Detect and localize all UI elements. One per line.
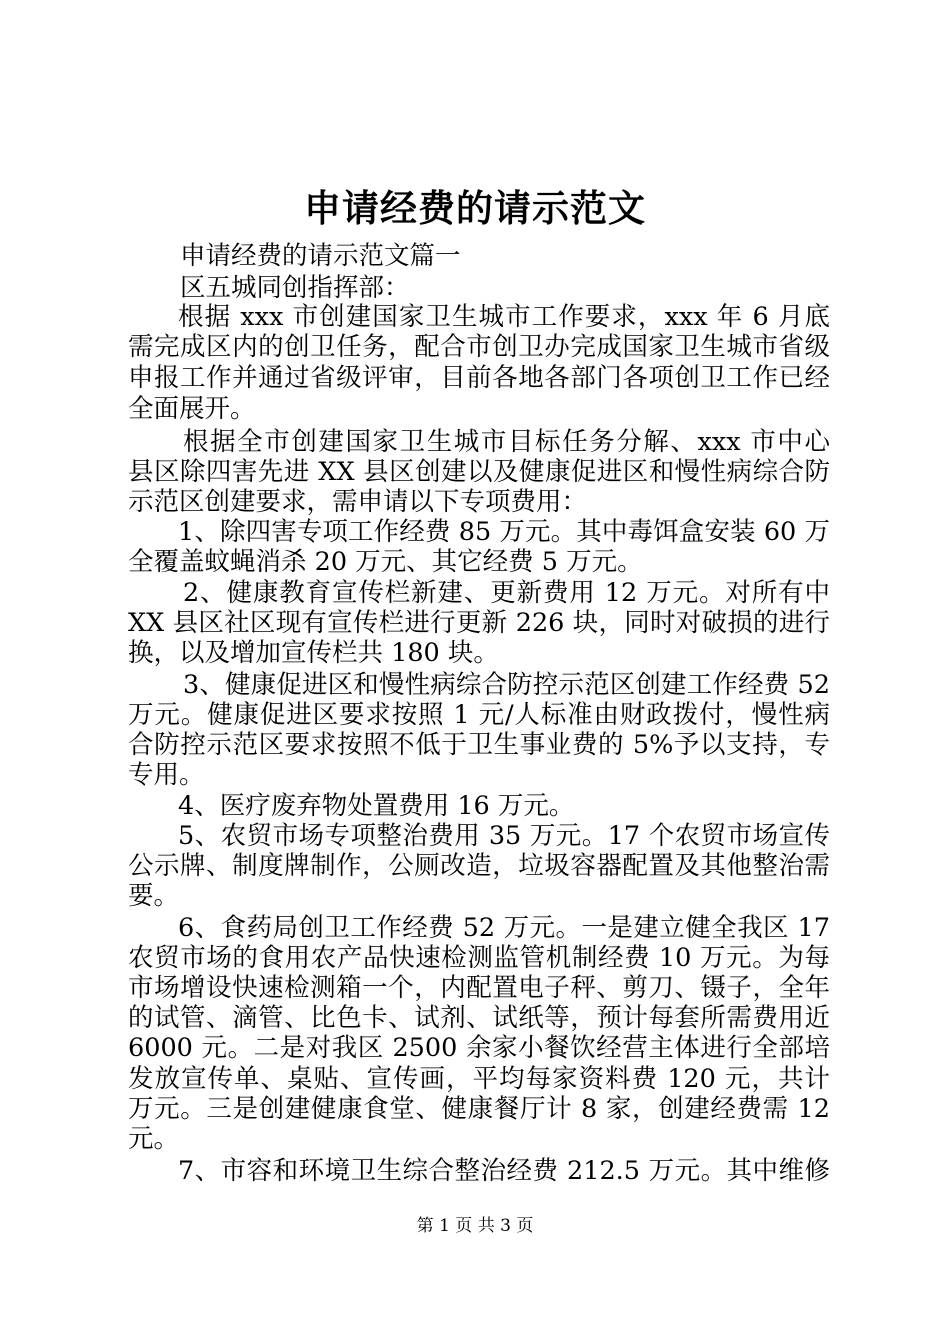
text-line: 2、健康教育宣传栏新建、更新费用 12 万元。对所有中 <box>183 578 830 608</box>
document-title: 申请经费的请示范文 <box>304 186 646 230</box>
text-line: 万元。健康促进区要求按照 1 元/人标准由财政拨付，慢性病 <box>128 700 830 730</box>
page-footer: 第 1 页 共 3 页 <box>416 1216 534 1236</box>
text-line: 元。 <box>128 1124 180 1154</box>
text-line: 公示牌、制度牌制作，公厕改造，垃圾容器配置及其他整治需 <box>128 851 830 881</box>
text-line: 6、食药局创卫工作经费 52 万元。一是建立健全我区 17 <box>178 913 830 943</box>
text-line: 区五城同创指挥部： <box>180 273 410 303</box>
text-line: 县区除四害先进 XX 县区创建以及健康促进区和慢性病综合防 <box>128 457 830 487</box>
text-line: 农贸市场的食用农产品快速检测监管机制经费 10 万元。为每 <box>128 943 830 973</box>
text-line: 3、健康促进区和慢性病综合防控示范区创建工作经费 52 <box>183 670 830 700</box>
text-line: 根据 xxx 市创建国家卫生城市工作要求，xxx 年 6 月底 <box>178 302 830 332</box>
text-line: 要。 <box>128 881 180 911</box>
text-line: 的试管、滴管、比色卡、试剂、试纸等，预计每套所需费用近 <box>128 1003 830 1033</box>
text-line: XX 县区社区现有宣传栏进行更新 226 块，同时对破损的进行 <box>128 608 830 638</box>
text-line: 换，以及增加宣传栏共 180 块。 <box>128 638 499 668</box>
text-line: 6000 元。二是对我区 2500 余家小餐饮经营主体进行全部培 <box>128 1033 830 1063</box>
text-line: 万元。三是创建健康食堂、健康餐厅计 8 家，创建经费需 12 <box>128 1094 830 1124</box>
text-line: 申请经费的请示范文篇一 <box>180 241 461 271</box>
text-line: 全覆盖蚊蝇消杀 20 万元、其它经费 5 万元。 <box>128 547 643 577</box>
text-line: 需完成区内的创卫任务，配合市创卫办完成国家卫生城市省级 <box>128 332 830 362</box>
text-line: 示范区创建要求，需申请以下专项费用： <box>128 487 588 517</box>
text-line: 发放宣传单、桌贴、宣传画，平均每家资料费 120 元，共计 <box>128 1064 830 1094</box>
text-line: 5、农贸市场专项整治费用 35 万元。17 个农贸市场宣传 <box>178 821 830 851</box>
text-line: 4、医疗废弃物处置费用 16 万元。 <box>178 791 575 821</box>
text-line: 专用。 <box>128 760 205 790</box>
text-line: 根据全市创建国家卫生城市目标任务分解、xxx 市中心 <box>183 427 830 457</box>
text-line: 合防控示范区要求按照不低于卫生事业费的 5%予以支持，专 <box>128 730 830 760</box>
text-line: 7、市容和环境卫生综合整治经费 212.5 万元。其中维修 <box>178 1156 830 1186</box>
text-line: 申报工作并通过省级评审，目前各地各部门各项创卫工作已经 <box>128 363 830 393</box>
text-line: 1、除四害专项工作经费 85 万元。其中毒饵盒安装 60 万 <box>178 517 830 547</box>
text-line: 市场增设快速检测箱一个，内配置电子秤、剪刀、镊子，全年 <box>128 973 830 1003</box>
text-line: 全面展开。 <box>128 394 256 424</box>
